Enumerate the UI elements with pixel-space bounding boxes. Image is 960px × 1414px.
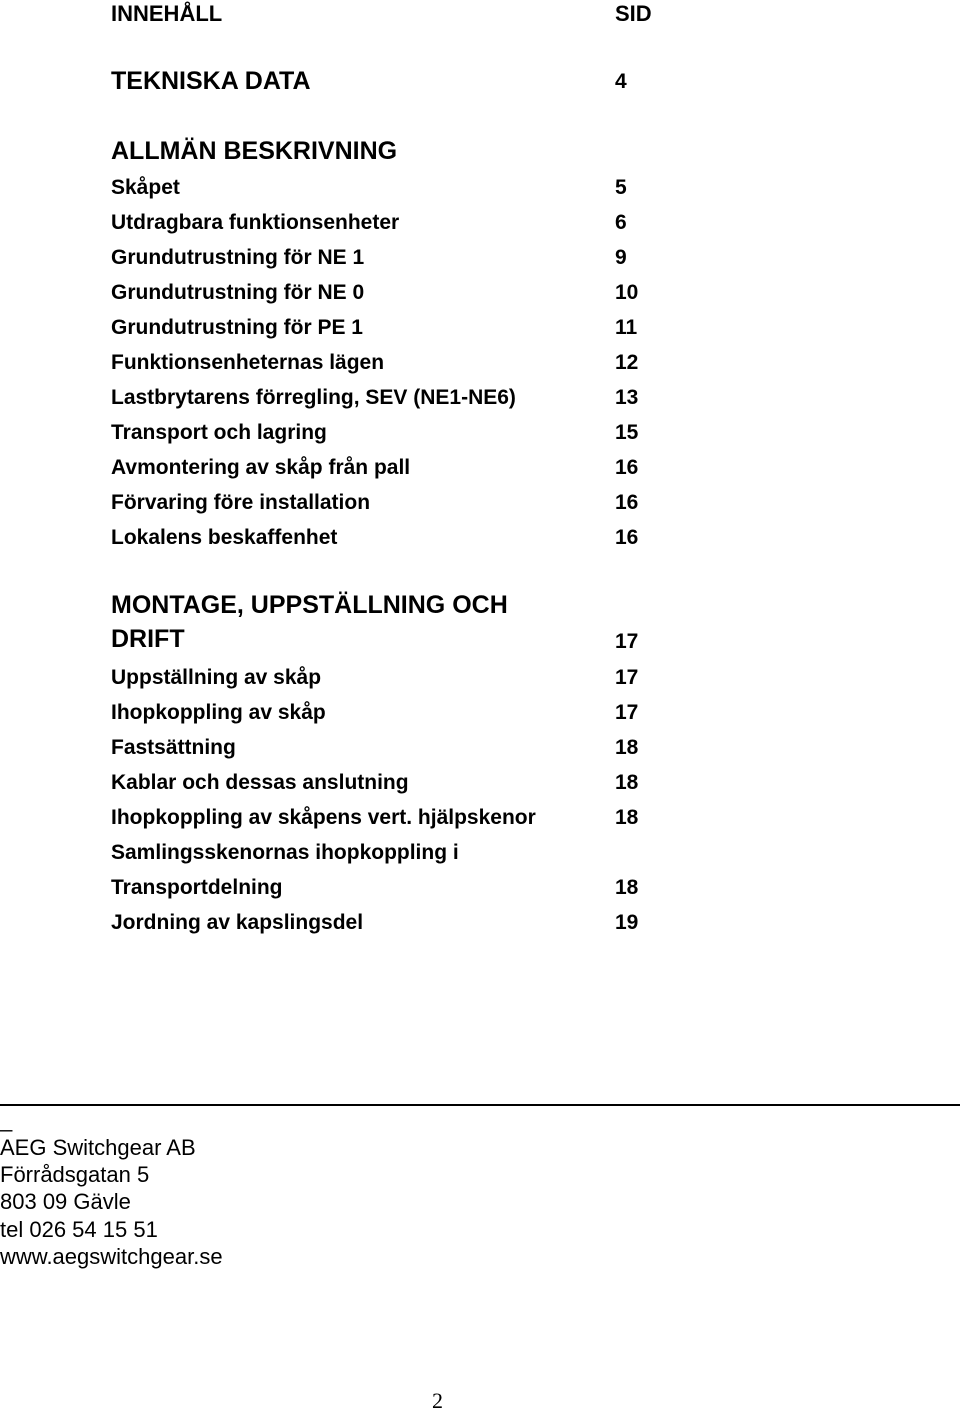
- toc-entry[interactable]: [0, 835, 960, 870]
- entry-page: 13: [615, 386, 639, 409]
- toc-section-tekniska-data[interactable]: [0, 64, 960, 99]
- section-title: MONTAGE, UPPSTÄLLNING OCH: [111, 591, 508, 619]
- entry-page: 15: [615, 421, 639, 444]
- toc-entry[interactable]: [0, 450, 960, 485]
- toc-section-allman-beskrivning[interactable]: [0, 134, 960, 169]
- toc-section-montage[interactable]: [0, 622, 960, 657]
- entry-page: 16: [615, 456, 639, 479]
- toc-entry[interactable]: [0, 170, 960, 205]
- toc-entry[interactable]: [0, 905, 960, 940]
- entry-page: 5: [615, 176, 627, 199]
- entry-page: 16: [615, 526, 639, 549]
- toc-entry[interactable]: [0, 275, 960, 310]
- entry-page: 18: [615, 771, 639, 794]
- entry-page: 11: [615, 316, 638, 339]
- section-page: 17: [615, 630, 639, 653]
- entry-label: Samlingsskenornas ihopkoppling i: [111, 841, 459, 864]
- footer-phone: tel 026 54 15 51: [0, 1217, 158, 1242]
- entry-page: 18: [615, 736, 639, 759]
- page-number: 2: [432, 1388, 443, 1413]
- entry-page: 18: [615, 876, 639, 899]
- toc-entry[interactable]: [0, 415, 960, 450]
- toc-entry[interactable]: [0, 345, 960, 380]
- section-title: ALLMÄN BESKRIVNING: [111, 137, 398, 165]
- toc-entry[interactable]: [0, 695, 960, 730]
- section-title: TEKNISKA DATA: [111, 67, 311, 95]
- entry-page: 17: [615, 701, 639, 724]
- section-title-continued: DRIFT: [111, 625, 185, 653]
- entry-label: Fastsättning: [111, 736, 236, 759]
- entry-label: Jordning av kapslingsdel: [111, 911, 364, 934]
- toc-entry[interactable]: [0, 205, 960, 240]
- toc-entry[interactable]: [0, 240, 960, 275]
- toc-entry[interactable]: [0, 520, 960, 555]
- entry-label: Utdragbara funktionsenheter: [111, 211, 400, 234]
- entry-label: Grundutrustning för NE 1: [111, 246, 365, 269]
- entry-page: 12: [615, 351, 639, 374]
- entry-label: Lokalens beskaffenhet: [111, 526, 338, 549]
- entry-page: 9: [615, 246, 627, 269]
- entry-label: Transportdelning: [111, 876, 283, 899]
- entry-page: 6: [615, 211, 627, 234]
- entry-label: Grundutrustning för NE 0: [111, 281, 365, 304]
- toc-entry[interactable]: [0, 485, 960, 520]
- toc-entry[interactable]: [0, 310, 960, 345]
- toc-section-montage-title[interactable]: [0, 588, 960, 623]
- entry-label: Lastbrytarens förregling, SEV (NE1-NE6): [111, 386, 516, 409]
- toc-entry[interactable]: [0, 765, 960, 800]
- toc-entry[interactable]: [0, 660, 960, 695]
- footer-street: Förrådsgatan 5: [0, 1162, 150, 1187]
- entry-label: Förvaring före installation: [111, 491, 371, 514]
- entry-page: 19: [615, 911, 639, 934]
- entry-label: Ihopkoppling av skåp: [111, 701, 326, 724]
- toc-entry[interactable]: [0, 730, 960, 765]
- section-page: 4: [615, 70, 627, 93]
- toc-heading: INNEHÅLL: [111, 1, 223, 26]
- footer-website[interactable]: www.aegswitchgear.se: [0, 1244, 223, 1269]
- footer-city: 803 09 Gävle: [0, 1189, 131, 1214]
- entry-page: 10: [615, 281, 639, 304]
- toc-entry[interactable]: [0, 800, 960, 835]
- entry-label: Funktionsenheternas lägen: [111, 351, 385, 374]
- entry-label: Avmontering av skåp från pall: [111, 456, 411, 479]
- entry-label: Ihopkoppling av skåpens vert. hjälpskenor: [111, 806, 536, 829]
- footer-underscore: _: [0, 1107, 13, 1132]
- entry-label: Uppställning av skåp: [111, 666, 322, 689]
- entry-page: 17: [615, 666, 639, 689]
- entry-label: Grundutrustning för PE 1: [111, 316, 363, 339]
- footer-company: AEG Switchgear AB: [0, 1135, 196, 1160]
- toc-entry[interactable]: [0, 870, 960, 905]
- entry-label: Kablar och dessas anslutning: [111, 771, 409, 794]
- entry-page: 16: [615, 491, 639, 514]
- toc-entry[interactable]: [0, 380, 960, 415]
- entry-label: Skåpet: [111, 176, 180, 199]
- footer-divider: [0, 1104, 960, 1106]
- entry-page: 18: [615, 806, 639, 829]
- entry-label: Transport och lagring: [111, 421, 327, 444]
- page-column-heading: SID: [615, 1, 652, 26]
